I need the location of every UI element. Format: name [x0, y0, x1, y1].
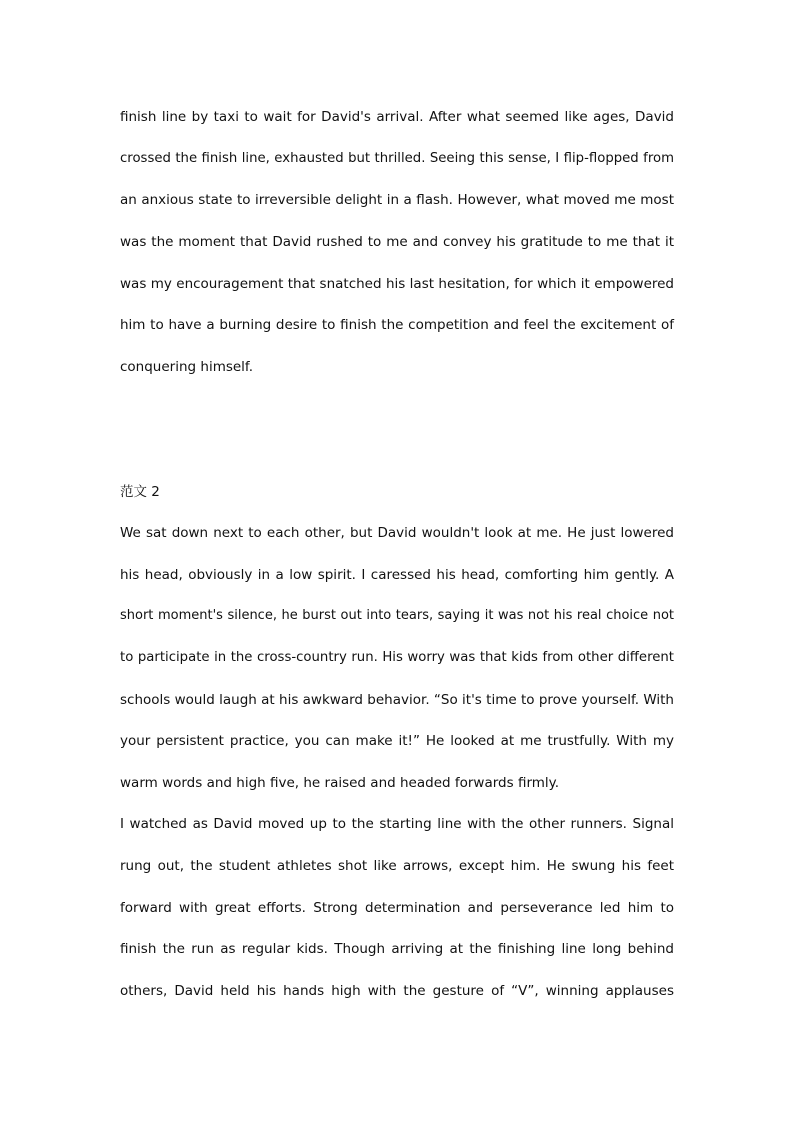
paragraph-line: I watched as David moved up to the starting line with the other runners. Signal: [120, 816, 674, 832]
paragraph-line: to participate in the cross-country run. His worry was that kids from other different: [120, 650, 674, 665]
paragraph-line: his head, obviously in a low spirit. I caressed his head, comforting him gently. A: [120, 567, 674, 583]
paragraph-line: We sat down next to each other, but David wouldn't look at me. He just lowered: [120, 525, 674, 541]
paragraph-line: short moment's silence, he burst out into tears, saying it was not his real choice not: [120, 608, 674, 623]
paragraph-line: conquering himself.: [120, 359, 253, 375]
paragraph-line: your persistent practice, you can make it!” He looked at me trustfully. With my: [120, 733, 674, 749]
paragraph-line: finish line by taxi to wait for David's arrival. After what seemed like ages, David: [120, 109, 674, 125]
paragraph-line: crossed the finish line, exhausted but thrilled. Seeing this sense, I flip-flopped from: [120, 151, 674, 166]
paragraph-line: was the moment that David rushed to me and convey his gratitude to me that it: [120, 234, 674, 250]
paragraph-line: him to have a burning desire to finish the competition and feel the excitement of: [120, 317, 674, 333]
paragraph-line: was my encouragement that snatched his last hesitation, for which it empowered: [120, 276, 674, 292]
paragraph-line: finish the run as regular kids. Though arriving at the finishing line long behind: [120, 941, 674, 957]
paragraph-line: warm words and high five, he raised and headed forwards firmly.: [120, 775, 560, 791]
paragraph-line: schools would laugh at his awkward behavior. “So it's time to prove yourself. With: [120, 692, 674, 708]
paragraph-line: others, David held his hands high with the gesture of “V”, winning applauses: [120, 983, 674, 999]
paragraph-line: forward with great efforts. Strong determination and perseverance led him to: [120, 900, 674, 916]
section-heading: 范文 2: [120, 484, 160, 500]
paragraph-line: rung out, the student athletes shot like arrows, except him. He swung his feet: [120, 858, 674, 874]
paragraph-line: an anxious state to irreversible delight in a flash. However, what moved me most: [120, 192, 674, 208]
